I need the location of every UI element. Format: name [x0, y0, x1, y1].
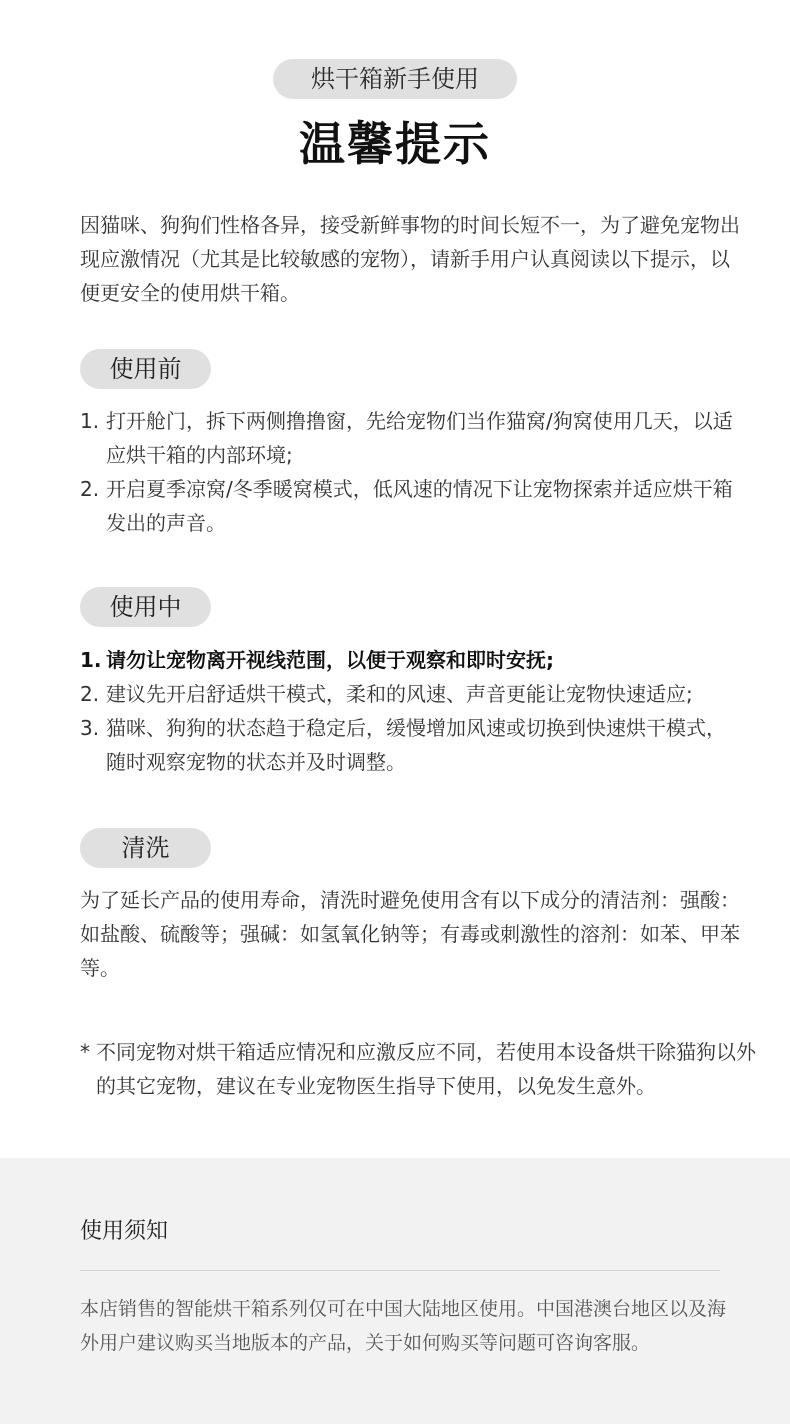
- list-item: [80, 711, 740, 779]
- list-item-number: 2.: [80, 477, 100, 501]
- usage-notice-panel: [0, 1158, 790, 1424]
- divider: [80, 1270, 720, 1271]
- list-item-number: 1.: [80, 409, 100, 433]
- list-item-text: 打开舱门，拆下两侧撸撸窗，先给宠物们当作猫窝/狗窝使用几天，以适应烘干箱的内部环境;: [106, 409, 733, 467]
- section-label-before-use: 使用前: [80, 349, 211, 389]
- page-title: 温馨提示: [299, 117, 491, 171]
- list-item: [80, 404, 740, 472]
- section-label-during-use: 使用中: [80, 587, 211, 627]
- cleaning-paragraph: 为了延长产品的使用寿命，清洗时避免使用含有以下成分的清洁剂：强酸：如盐酸、硫酸等；强碱：如氢氧化钠等；有毒或刺激性的溶剂：如苯、甲苯等。: [80, 888, 740, 980]
- list-item-text: 建议先开启舒适烘干模式，柔和的风速、声音更能让宠物快速适应;: [106, 682, 693, 706]
- usage-notice-text: 本店销售的智能烘干箱系列仅可在中国大陆地区使用。中国港澳台地区以及海外用户建议购买当地版本的产品，关于如何购买等问题可咨询客服。: [80, 1298, 727, 1354]
- list-item-text: 开启夏季凉窝/冬季暖窝模式，低风速的情况下让宠物探索并适应烘干箱发出的声音。: [106, 477, 733, 535]
- safety-note: [80, 1035, 760, 1103]
- list-item-number: 3.: [80, 716, 100, 740]
- note-asterisk: *: [80, 1040, 90, 1064]
- list-item-text: 请勿让宠物离开视线范围，以便于观察和即时安抚;: [106, 648, 554, 672]
- note-text: 不同宠物对烘干箱适应情况和应激反应不同，若使用本设备烘干除猫狗以外的其它宠物，建议在专业宠物医生指导下使用，以免发生意外。: [96, 1040, 756, 1098]
- before-use-list: [80, 404, 740, 540]
- list-item-text: 猫咪、狗狗的状态趋于稳定后，缓慢增加风速或切换到快速烘干模式，随时观察宠物的状态并及时调整。: [106, 716, 726, 774]
- list-item: [80, 472, 740, 540]
- during-use-list: [80, 643, 740, 779]
- intro-paragraph: 因猫咪、狗狗们性格各异，接受新鲜事物的时间长短不一，为了避免宠物出现应激情况（尤其是比较敏感的宠物），请新手用户认真阅读以下提示，以便更安全的使用烘干箱。: [80, 213, 740, 305]
- header-tag: 烘干箱新手使用: [273, 59, 517, 99]
- list-item-number: 1.: [80, 648, 102, 672]
- list-item: [80, 677, 740, 711]
- list-item-number: 2.: [80, 682, 100, 706]
- usage-notice-title: 使用须知: [80, 1219, 169, 1244]
- list-item: [80, 643, 740, 677]
- section-label-cleaning: 清洗: [80, 828, 211, 868]
